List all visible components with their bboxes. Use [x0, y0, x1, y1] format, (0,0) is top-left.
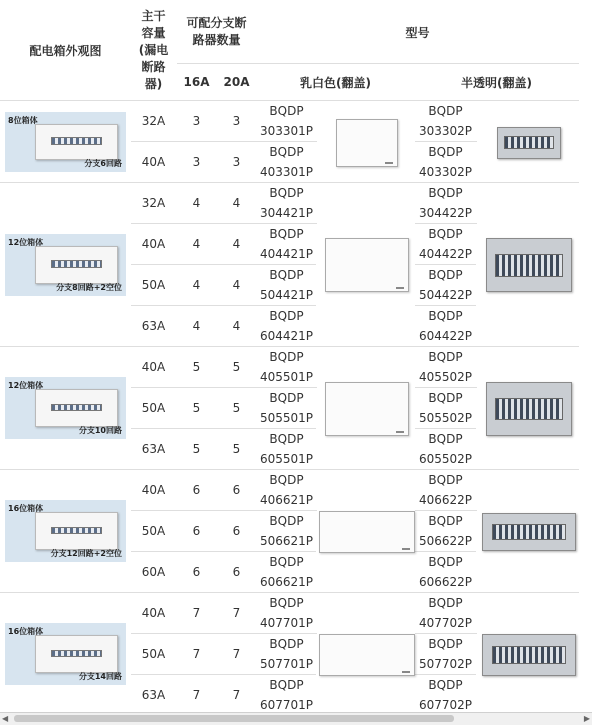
- box-size-label: 8位箱体: [8, 115, 38, 125]
- translucent-model: [415, 511, 477, 552]
- main-capacity-value: 63A: [131, 675, 177, 716]
- header-branch-count: [177, 1, 257, 64]
- milky-white-model: [257, 675, 317, 716]
- table-row: [1, 347, 579, 388]
- branch-16a-count: 6: [177, 511, 217, 552]
- table-row: [1, 101, 579, 142]
- branch-20a-count: 4: [217, 224, 257, 265]
- distribution-box-photo: [5, 112, 126, 172]
- translucent-cover-photo-cell: [477, 470, 579, 593]
- branch-20a-count: 6: [217, 470, 257, 511]
- enclosure-body: [35, 635, 118, 673]
- branch-20a-count: 4: [217, 306, 257, 347]
- branch-16a-count: 3: [177, 142, 217, 183]
- milky-white-model: [257, 470, 317, 511]
- branch-circuit-label: 分支6回路: [84, 158, 122, 168]
- branch-circuit-label: 分支10回路: [78, 426, 122, 435]
- model-code: 505501P: [259, 411, 314, 425]
- brand-mark-icon: [385, 162, 393, 164]
- model-code: 505502P: [418, 411, 473, 425]
- model-code: 403302P: [418, 165, 473, 179]
- milky-white-model: [257, 552, 317, 593]
- header-branch-count-label: 可配分支断路器数量: [186, 16, 247, 47]
- model-prefix: BQDP: [428, 555, 463, 569]
- model-code: 605502P: [418, 452, 473, 466]
- translucent-model: [415, 429, 477, 470]
- visible-breakers: [504, 136, 554, 149]
- model-prefix: BQDP: [428, 678, 463, 692]
- model-prefix: BQDP: [269, 596, 304, 610]
- model-code: 405502P: [418, 370, 473, 384]
- box-size-label: 16位箱体: [8, 627, 44, 636]
- header-model: 型号: [257, 1, 579, 64]
- header-milky-white: 乳白色(翻盖): [257, 64, 415, 101]
- header-main-capacity-label: 主干容量: [141, 9, 166, 40]
- model-prefix: BQDP: [428, 637, 463, 651]
- enclosure-body: [35, 512, 118, 550]
- model-prefix: BQDP: [269, 186, 304, 200]
- visible-breakers: [492, 524, 566, 540]
- distribution-box-photo: [5, 500, 126, 562]
- model-prefix: BQDP: [428, 186, 463, 200]
- model-code: 406622P: [418, 493, 473, 507]
- box-photo-cell: [1, 101, 131, 183]
- model-prefix: BQDP: [428, 514, 463, 528]
- translucent-model: [415, 224, 477, 265]
- distribution-box-photo: [5, 623, 126, 685]
- milky-white-model: [257, 347, 317, 388]
- model-code: 604421P: [259, 329, 314, 343]
- model-code: 303301P: [259, 124, 314, 138]
- main-capacity-value: 50A: [131, 388, 177, 429]
- branch-16a-count: 5: [177, 347, 217, 388]
- translucent-model: [415, 634, 477, 675]
- model-code: 605501P: [259, 452, 314, 466]
- branch-20a-count: 7: [217, 593, 257, 634]
- branch-20a-count: 5: [217, 347, 257, 388]
- milky-white-model: [257, 429, 317, 470]
- enclosure-body: [35, 389, 118, 427]
- branch-16a-count: 6: [177, 552, 217, 593]
- milky-white-model: [257, 388, 317, 429]
- model-prefix: BQDP: [269, 514, 304, 528]
- table-row: [1, 183, 579, 224]
- box-photo-cell: [1, 347, 131, 470]
- main-capacity-value: 50A: [131, 511, 177, 552]
- branch-20a-count: 3: [217, 101, 257, 142]
- model-code: 506621P: [259, 534, 314, 548]
- scrollbar-thumb[interactable]: [14, 715, 454, 722]
- translucent-model: [415, 593, 477, 634]
- model-prefix: BQDP: [269, 637, 304, 651]
- model-prefix: BQDP: [269, 268, 304, 282]
- milky-white-model: [257, 306, 317, 347]
- main-capacity-value: 32A: [131, 183, 177, 224]
- translucent-cover-image: [486, 238, 572, 292]
- distribution-box-photo: [5, 234, 126, 296]
- milky-white-cover-photo-cell: [317, 470, 415, 593]
- translucent-cover-image: [482, 634, 576, 676]
- brand-mark-icon: [396, 431, 404, 433]
- scroll-right-arrow-icon[interactable]: ▶: [583, 714, 590, 723]
- model-code: 604422P: [418, 329, 473, 343]
- milky-white-model: [257, 511, 317, 552]
- milky-white-model: [257, 265, 317, 306]
- milky-white-cover-image: [325, 382, 409, 436]
- main-capacity-value: 50A: [131, 265, 177, 306]
- model-prefix: BQDP: [428, 432, 463, 446]
- branch-16a-count: 7: [177, 634, 217, 675]
- branch-16a-count: 3: [177, 101, 217, 142]
- milky-white-cover-image: [325, 238, 409, 292]
- translucent-cover-photo-cell: [477, 101, 579, 183]
- main-capacity-value: 40A: [131, 593, 177, 634]
- main-capacity-value: 63A: [131, 306, 177, 347]
- translucent-model: [415, 101, 477, 142]
- table-row: [1, 470, 579, 511]
- model-code: 303302P: [418, 124, 473, 138]
- brand-mark-icon: [402, 671, 410, 673]
- box-size-label: 12位箱体: [8, 237, 44, 247]
- breaker-row: [51, 404, 103, 412]
- milky-white-model: [257, 593, 317, 634]
- model-prefix: BQDP: [269, 555, 304, 569]
- main-capacity-value: 40A: [131, 142, 177, 183]
- header-20a: 20A: [217, 64, 257, 101]
- scroll-left-arrow-icon[interactable]: ◀: [2, 714, 9, 723]
- distribution-box-photo: [5, 377, 126, 439]
- main-capacity-value: 60A: [131, 552, 177, 593]
- branch-16a-count: 4: [177, 224, 217, 265]
- milky-white-model: [257, 101, 317, 142]
- model-prefix: BQDP: [269, 391, 304, 405]
- model-code: 404422P: [418, 247, 473, 261]
- model-prefix: BQDP: [269, 678, 304, 692]
- branch-16a-count: 7: [177, 593, 217, 634]
- model-code: 304421P: [259, 206, 314, 220]
- branch-20a-count: 7: [217, 634, 257, 675]
- model-code: 606622P: [418, 575, 473, 589]
- branch-20a-count: 4: [217, 265, 257, 306]
- model-prefix: BQDP: [269, 350, 304, 364]
- translucent-cover-image: [486, 382, 572, 436]
- milky-white-model: [257, 224, 317, 265]
- translucent-cover-image: [482, 513, 576, 551]
- model-prefix: BQDP: [428, 145, 463, 159]
- branch-circuit-label: 分支8回路+2空位: [56, 282, 122, 292]
- branch-16a-count: 5: [177, 388, 217, 429]
- model-code: 607702P: [418, 698, 473, 712]
- model-code: 405501P: [259, 370, 314, 384]
- model-code: 507702P: [418, 657, 473, 671]
- translucent-cover-photo-cell: [477, 593, 579, 716]
- box-photo-cell: [1, 593, 131, 716]
- model-code: 304422P: [418, 206, 473, 220]
- header-16a: 16A: [177, 64, 217, 101]
- header-main-capacity-note: (漏电断路器): [138, 43, 169, 91]
- model-code: 404421P: [259, 247, 314, 261]
- model-prefix: BQDP: [269, 227, 304, 241]
- model-code: 406621P: [259, 493, 314, 507]
- model-code: 507701P: [259, 657, 314, 671]
- model-prefix: BQDP: [269, 473, 304, 487]
- milky-white-cover-image: [336, 119, 398, 167]
- visible-breakers: [495, 398, 562, 421]
- model-prefix: BQDP: [428, 227, 463, 241]
- milky-white-cover-image: [319, 634, 415, 676]
- milky-white-cover-photo-cell: [317, 183, 415, 347]
- branch-20a-count: 6: [217, 552, 257, 593]
- model-code: 403301P: [259, 165, 314, 179]
- milky-white-model: [257, 183, 317, 224]
- box-size-label: 16位箱体: [8, 504, 44, 513]
- milky-white-model: [257, 142, 317, 183]
- model-prefix: BQDP: [269, 145, 304, 159]
- main-capacity-value: 40A: [131, 470, 177, 511]
- breaker-row: [51, 527, 103, 535]
- translucent-cover-image: [497, 127, 561, 159]
- model-code: 504422P: [418, 288, 473, 302]
- branch-16a-count: 5: [177, 429, 217, 470]
- translucent-model: [415, 306, 477, 347]
- horizontal-scrollbar[interactable]: [0, 712, 592, 725]
- header-appearance: 配电箱外观图: [1, 1, 131, 101]
- translucent-model: [415, 142, 477, 183]
- branch-16a-count: 4: [177, 306, 217, 347]
- milky-white-cover-image: [319, 511, 415, 553]
- model-code: 607701P: [259, 698, 314, 712]
- model-prefix: BQDP: [428, 268, 463, 282]
- branch-16a-count: 7: [177, 675, 217, 716]
- model-prefix: BQDP: [428, 350, 463, 364]
- model-prefix: BQDP: [428, 596, 463, 610]
- box-size-label: 12位箱体: [8, 381, 44, 390]
- main-capacity-value: 63A: [131, 429, 177, 470]
- translucent-cover-photo-cell: [477, 183, 579, 347]
- milky-white-cover-photo-cell: [317, 101, 415, 183]
- milky-white-cover-photo-cell: [317, 593, 415, 716]
- model-code: 506622P: [418, 534, 473, 548]
- branch-20a-count: 6: [217, 511, 257, 552]
- model-code: 504421P: [259, 288, 314, 302]
- branch-circuit-label: 分支12回路+2空位: [50, 549, 122, 558]
- main-capacity-value: 40A: [131, 347, 177, 388]
- branch-20a-count: 5: [217, 388, 257, 429]
- translucent-model: [415, 470, 477, 511]
- branch-16a-count: 4: [177, 265, 217, 306]
- model-prefix: BQDP: [428, 104, 463, 118]
- translucent-model: [415, 388, 477, 429]
- enclosure-body: [35, 246, 118, 284]
- box-photo-cell: [1, 183, 131, 347]
- model-code: 606621P: [259, 575, 314, 589]
- brand-mark-icon: [402, 548, 410, 550]
- milky-white-cover-photo-cell: [317, 347, 415, 470]
- translucent-model: [415, 183, 477, 224]
- branch-20a-count: 5: [217, 429, 257, 470]
- table-row: [1, 593, 579, 634]
- branch-16a-count: 4: [177, 183, 217, 224]
- model-prefix: BQDP: [269, 104, 304, 118]
- model-code: 407701P: [259, 616, 314, 630]
- main-capacity-value: 40A: [131, 224, 177, 265]
- translucent-model: [415, 265, 477, 306]
- model-prefix: BQDP: [428, 473, 463, 487]
- branch-20a-count: 4: [217, 183, 257, 224]
- branch-20a-count: 7: [217, 675, 257, 716]
- model-code: 407702P: [418, 616, 473, 630]
- model-prefix: BQDP: [428, 391, 463, 405]
- header-translucent: 半透明(翻盖): [415, 64, 579, 101]
- milky-white-model: [257, 634, 317, 675]
- breaker-row: [51, 137, 103, 144]
- model-prefix: BQDP: [269, 309, 304, 323]
- main-capacity-value: 32A: [131, 101, 177, 142]
- branch-20a-count: 3: [217, 142, 257, 183]
- brand-mark-icon: [396, 287, 404, 289]
- branch-circuit-label: 分支14回路: [78, 672, 122, 681]
- box-photo-cell: [1, 470, 131, 593]
- header-main-capacity: [131, 1, 177, 101]
- translucent-model: [415, 552, 477, 593]
- visible-breakers: [492, 646, 566, 664]
- visible-breakers: [495, 254, 562, 277]
- breaker-row: [51, 650, 103, 658]
- translucent-model: [415, 675, 477, 716]
- translucent-cover-photo-cell: [477, 347, 579, 470]
- main-capacity-value: 50A: [131, 634, 177, 675]
- branch-16a-count: 6: [177, 470, 217, 511]
- enclosure-body: [35, 124, 118, 160]
- translucent-model: [415, 347, 477, 388]
- model-prefix: BQDP: [269, 432, 304, 446]
- model-prefix: BQDP: [428, 309, 463, 323]
- breaker-row: [51, 260, 103, 268]
